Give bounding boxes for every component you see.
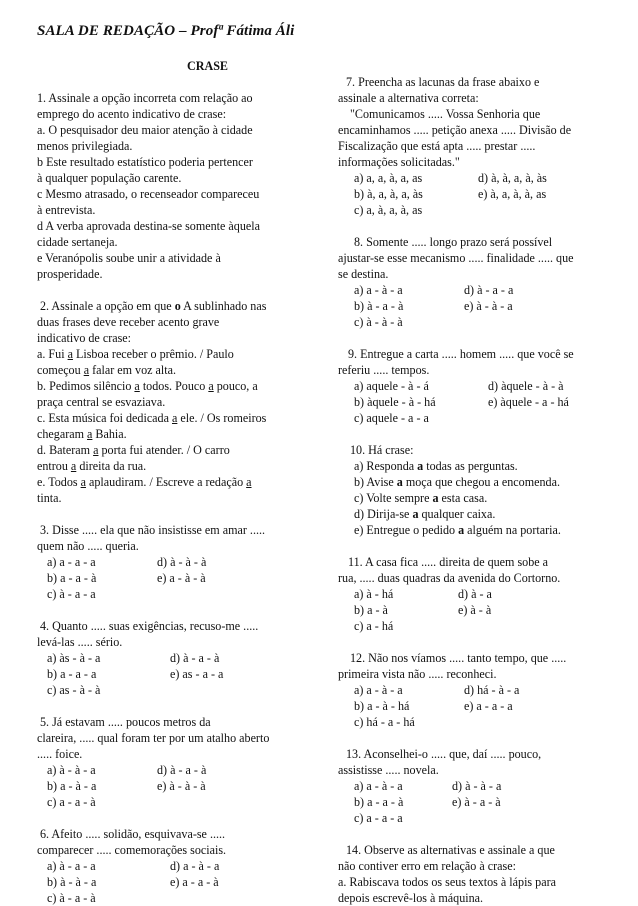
right-text-line: d) Dirija-se a qualquer caixa.	[354, 507, 496, 521]
right-text-line: c) a - a - a	[354, 811, 403, 825]
underlined-letter: a	[87, 427, 93, 441]
left-text-line: 3. Disse ..... ela que não insistisse em amar .....	[40, 523, 266, 537]
right-text-line: c) Volte sempre a esta casa.	[354, 491, 488, 505]
right-text-line: b) àquele - à - há	[354, 395, 436, 409]
left-text-line: duas frases deve receber acento grave	[37, 315, 220, 329]
left-text-line: 1. Assinale a opção incorreta com relação ao	[37, 91, 253, 105]
right-text-line: e) a - a - a	[464, 699, 513, 713]
right-text-line: a. Rabiscava todos os seus textos à lápis para	[338, 875, 556, 889]
right-text-line: a) a, a, à, a, as	[354, 171, 423, 185]
left-text-line: c) à - a - a	[47, 587, 96, 601]
right-text-line: a) a - à - a	[354, 779, 403, 793]
right-text-line: b) à, a, à, a, às	[354, 187, 423, 201]
left-text-line: c) as - à - à	[47, 683, 101, 697]
right-text-line: a) a - à - a	[354, 683, 403, 697]
right-text-line: 9. Entregue a carta ..... homem ..... que você se	[348, 347, 574, 361]
underlined-letter: a	[80, 475, 86, 489]
right-text-line: 14. Observe as alternativas e assinale a que	[346, 843, 555, 857]
left-text-line: entrou a direita da rua.	[37, 459, 147, 473]
underlined-letter: a	[208, 379, 214, 393]
bold-letter: a	[412, 507, 419, 521]
right-text-line: c) à - à - à	[354, 315, 403, 329]
right-text-line: 10. Há crase:	[350, 443, 414, 457]
left-text-line: emprego do acento indicativo de crase:	[37, 107, 227, 121]
left-text-line: e) as - a - a	[170, 667, 224, 681]
left-text-line: a) às - à - a	[47, 651, 101, 665]
right-text-line: d) à, à, a, à, às	[478, 171, 547, 185]
right-text-line: b) a - a - à	[354, 795, 404, 809]
left-text-line: b. Pedimos silêncio a todos. Pouco a pouco, a	[37, 379, 258, 393]
right-text-line: "Comunicamos ..... Vossa Senhoria que	[350, 107, 541, 121]
right-text-line: assinale a alternativa correta:	[338, 91, 479, 105]
left-text-line: 2. Assinale a opção em que o A sublinhado nas	[40, 299, 267, 313]
bold-letter: a	[458, 523, 465, 537]
left-text-line: 4. Quanto ..... suas exigências, recuso-me .....	[40, 619, 259, 633]
left-text-line: à entrevista.	[37, 203, 96, 217]
left-text-line: d. Bateram a porta fui atender. / O carro	[37, 443, 230, 457]
underlined-letter: a	[172, 411, 178, 425]
right-text-line: se destina.	[338, 267, 389, 281]
right-text-line: primeira vista não ..... reconheci.	[338, 667, 497, 681]
left-text-line: b) a - a - a	[47, 667, 97, 681]
page-header: SALA DE REDAÇÃO – Profª Fátima Áli	[37, 23, 295, 39]
right-text-line: encaminhamos ..... petição anexa ..... Divisão de	[338, 123, 572, 137]
left-text-line: d A verba aprovada destina-se somente àquela	[37, 219, 260, 233]
left-text-line: c) a - a - à	[47, 795, 96, 809]
right-text-line: assistisse ..... novela.	[338, 763, 439, 777]
left-text-line: comparecer ..... comemorações sociais.	[37, 843, 227, 857]
right-text-line: rua, ..... duas quadras da avenida do Cortorno.	[338, 571, 561, 585]
bold-letter: a	[396, 475, 403, 489]
left-text-line: c Mesmo atrasado, o recenseador compareceu	[37, 187, 260, 201]
left-text-line: menos privilegiada.	[37, 139, 133, 153]
right-text-line: Fiscalização que está apta ..... prestar .....	[338, 139, 536, 153]
left-text-line: e) a - a - à	[170, 875, 219, 889]
left-text-line: chegaram a Bahia.	[37, 427, 127, 441]
left-text-line: 5. Já estavam ..... poucos metros da	[40, 715, 211, 729]
right-text-line: a) Responda a todas as perguntas.	[354, 459, 518, 473]
right-text-line: d) à - a - a	[464, 283, 514, 297]
left-text-line: e Veranópolis soube unir a atividade à	[37, 251, 221, 265]
left-text-line: 6. Afeito ..... solidão, esquivava-se .....	[40, 827, 226, 841]
left-text-line: clareira, ..... qual foram ter por um atalho aberto	[37, 731, 270, 745]
right-text-line: a) aquele - à - á	[354, 379, 429, 393]
right-text-line: a) à - há	[354, 587, 394, 601]
left-text-line: d) à - a - à	[170, 651, 220, 665]
underlined-letter: a	[83, 363, 90, 377]
right-text-line: e) à, a, à, à, as	[478, 187, 547, 201]
right-text-line: 8. Somente ..... longo prazo será possível	[354, 235, 553, 249]
underlined-letter: a	[67, 347, 73, 361]
right-text-line: e) à - a - à	[452, 795, 501, 809]
right-text-line: e) à - à	[458, 603, 492, 617]
left-text-line: indicativo de crase:	[37, 331, 132, 345]
left-text-line: e. Todos a aplaudiram. / Escreve a redação a	[37, 475, 252, 489]
left-text-line: cidade sertaneja.	[37, 235, 118, 249]
bold-letter: o	[174, 299, 181, 313]
right-text-line: e) à - à - a	[464, 299, 513, 313]
left-text-line: a) a - a - a	[47, 555, 96, 569]
left-text-line: b) a - à - a	[47, 779, 97, 793]
right-text-line: d) àquele - à - à	[488, 379, 564, 393]
right-text-line: informações solicitadas."	[338, 155, 460, 169]
left-text-line: prosperidade.	[37, 267, 103, 281]
right-text-line: c) há - a - há	[354, 715, 415, 729]
left-text-line: b) à - à - a	[47, 875, 97, 889]
left-text-line: e) a - à - à	[157, 571, 206, 585]
underlined-letter: a	[70, 459, 77, 473]
right-text-line: d) há - à - a	[464, 683, 520, 697]
left-text-line: d) a - à - a	[170, 859, 220, 873]
right-text-line: referiu ..... tempos.	[338, 363, 430, 377]
right-text-line: depois escrevê-los à máquina.	[338, 891, 484, 905]
underlined-letter: a	[134, 379, 140, 393]
left-text-line: tinta.	[37, 491, 62, 505]
underlined-letter: a	[93, 443, 99, 457]
left-text-line: levá-las ..... sério.	[37, 635, 123, 649]
left-text-line: c) à - a - à	[47, 891, 96, 905]
underlined-letter: a	[246, 475, 252, 489]
right-text-line: 12. Não nos víamos ..... tanto tempo, que .....	[350, 651, 567, 665]
right-text-line: b) a - à	[354, 603, 388, 617]
left-text-line: ..... foice.	[37, 747, 83, 761]
right-text-line: não contiver erro em relação à crase:	[338, 859, 516, 873]
left-text-line: c. Esta música foi dedicada a ele. / Os romeiros	[37, 411, 267, 425]
right-text-line: e) àquele - a - há	[488, 395, 569, 409]
right-text-line: d) à - a	[458, 587, 492, 601]
left-text-line: começou a falar em voz alta.	[37, 363, 177, 377]
left-text-line: quem não ..... queria.	[37, 539, 139, 553]
bold-letter: a	[417, 459, 424, 473]
right-text-line: c) a - há	[354, 619, 394, 633]
right-text-line: ajustar-se esse mecanismo ..... finalidade ..... que	[338, 251, 574, 265]
left-text-line: praça central se esvaziava.	[37, 395, 166, 409]
right-text-line: 11. A casa fica ..... direita de quem sobe a	[348, 555, 549, 569]
right-text-line: d) à - à - a	[452, 779, 502, 793]
right-text-line: 7. Preencha as lacunas da frase abaixo e	[346, 75, 540, 89]
right-text-line: b) a - à - há	[354, 699, 410, 713]
left-text-line: b) a - a - à	[47, 571, 97, 585]
right-text-line: a) a - à - a	[354, 283, 403, 297]
bold-letter: a	[432, 491, 439, 505]
left-text-line: à qualquer população carente.	[37, 171, 182, 185]
left-text-line: d) à - a - à	[157, 763, 207, 777]
left-text-line: a) à - à - a	[47, 763, 96, 777]
left-text-line: e) à - à - à	[157, 779, 206, 793]
right-text-line: 13. Aconselhei-o ..... que, daí ..... pouco,	[346, 747, 542, 761]
section-title: CRASE	[187, 59, 228, 73]
right-text-line: b) à - a - à	[354, 299, 404, 313]
right-text-line: c) a, à, a, à, as	[354, 203, 423, 217]
left-text-line: b Este resultado estatístico poderia pertencer	[37, 155, 253, 169]
right-text-line: c) aquele - a - a	[354, 411, 429, 425]
left-text-line: a) à - a - a	[47, 859, 96, 873]
left-text-line: a. Fui a Lisboa receber o prêmio. / Paulo	[37, 347, 234, 361]
left-text-line: d) à - à - à	[157, 555, 207, 569]
right-text-line: e) Entregue o pedido a alguém na portaria.	[354, 523, 561, 537]
right-text-line: b) Avise a moça que chegou a encomenda.	[354, 475, 560, 489]
left-text-line: a. O pesquisador deu maior atenção à cidade	[37, 123, 253, 137]
